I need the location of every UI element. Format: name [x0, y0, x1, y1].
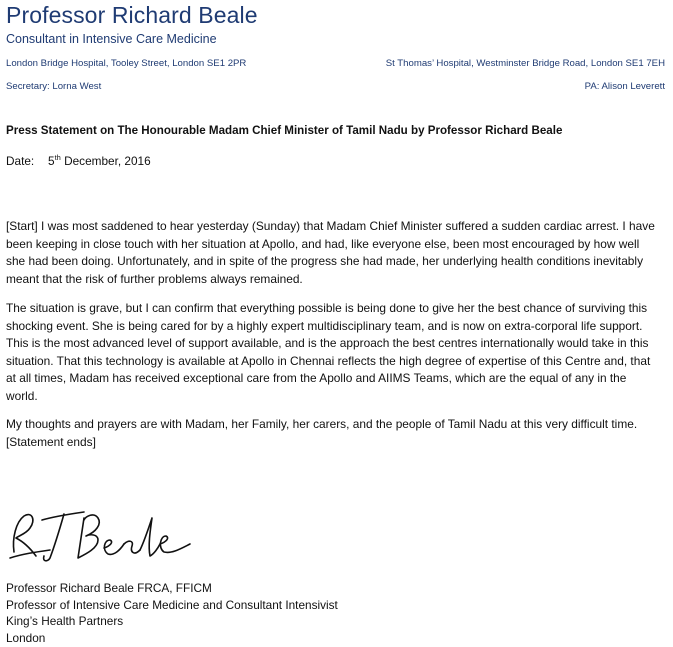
signatory-location: London [6, 630, 46, 645]
date-rest: December, 2016 [60, 154, 151, 168]
statement-paragraph-3: My thoughts and prayers are with Madam, her Family, her carers, and the people of Tamil Nadu at this very difficult time. [Statement ends] [6, 417, 638, 449]
signatory-organisation: King’s Health Partners [6, 614, 124, 628]
signatory-name: Professor Richard Beale FRCA, FFICM [6, 581, 212, 595]
address-st-thomas: St Thomas’ Hospital, Westminster Bridge Road, London SE1 7EH [385, 58, 665, 69]
letter-page [6, 0, 667, 647]
letterhead-name: Professor Richard Beale [6, 2, 258, 28]
date-label: Date: [6, 154, 35, 168]
address-london-bridge: London Bridge Hospital, Tooley Street, London SE1 2PR [6, 58, 247, 69]
statement-title: Press Statement on The Honourable Madam Chief Minister of Tamil Nadu by Professor Richard Beale [6, 124, 563, 137]
secretary-line: Secretary: Lorna West [6, 81, 102, 92]
statement-paragraph-1: [Start] I was most saddened to hear yesterday (Sunday) that Madam Chief Minister suffered a sudden cardiac arrest. I have been keeping in close touch with her situation at Apollo, and had, like everyone else, been most encouraged by how well she had been doing. Unfortunately, and in spite of the progress she had made, her underlying health conditions inevitably meant that the risk of further problems always remained. [6, 219, 655, 286]
handwritten-signature [6, 508, 196, 568]
signature-block [6, 580, 338, 646]
date-row [6, 154, 151, 168]
signatory-title: Professor of Intensive Care Medicine and Consultant Intensivist [6, 597, 338, 612]
statement-paragraph-2: The situation is grave, but I can confirm that everything possible is being done to give her the best chance of surviving this shocking event. She is being cared for by a highly expert multidisciplinary team, and is now on extra-corporal life support. This is the most advanced level of support available, and is the approach the best centres internationally would take in this situation. That this technology is available at Apollo in Chennai reflects the high degree of expertise of this Centre and, that at all times, Madam has received exceptional care from the Apollo and AIIMS Teams, which are the equal of any in the world. [6, 301, 651, 403]
letterhead-role: Consultant in Intensive Care Medicine [6, 32, 217, 46]
pa-line: PA: Alison Leverett [584, 81, 665, 92]
date-day: 5 [48, 154, 55, 168]
date-suffix: th [54, 153, 61, 162]
